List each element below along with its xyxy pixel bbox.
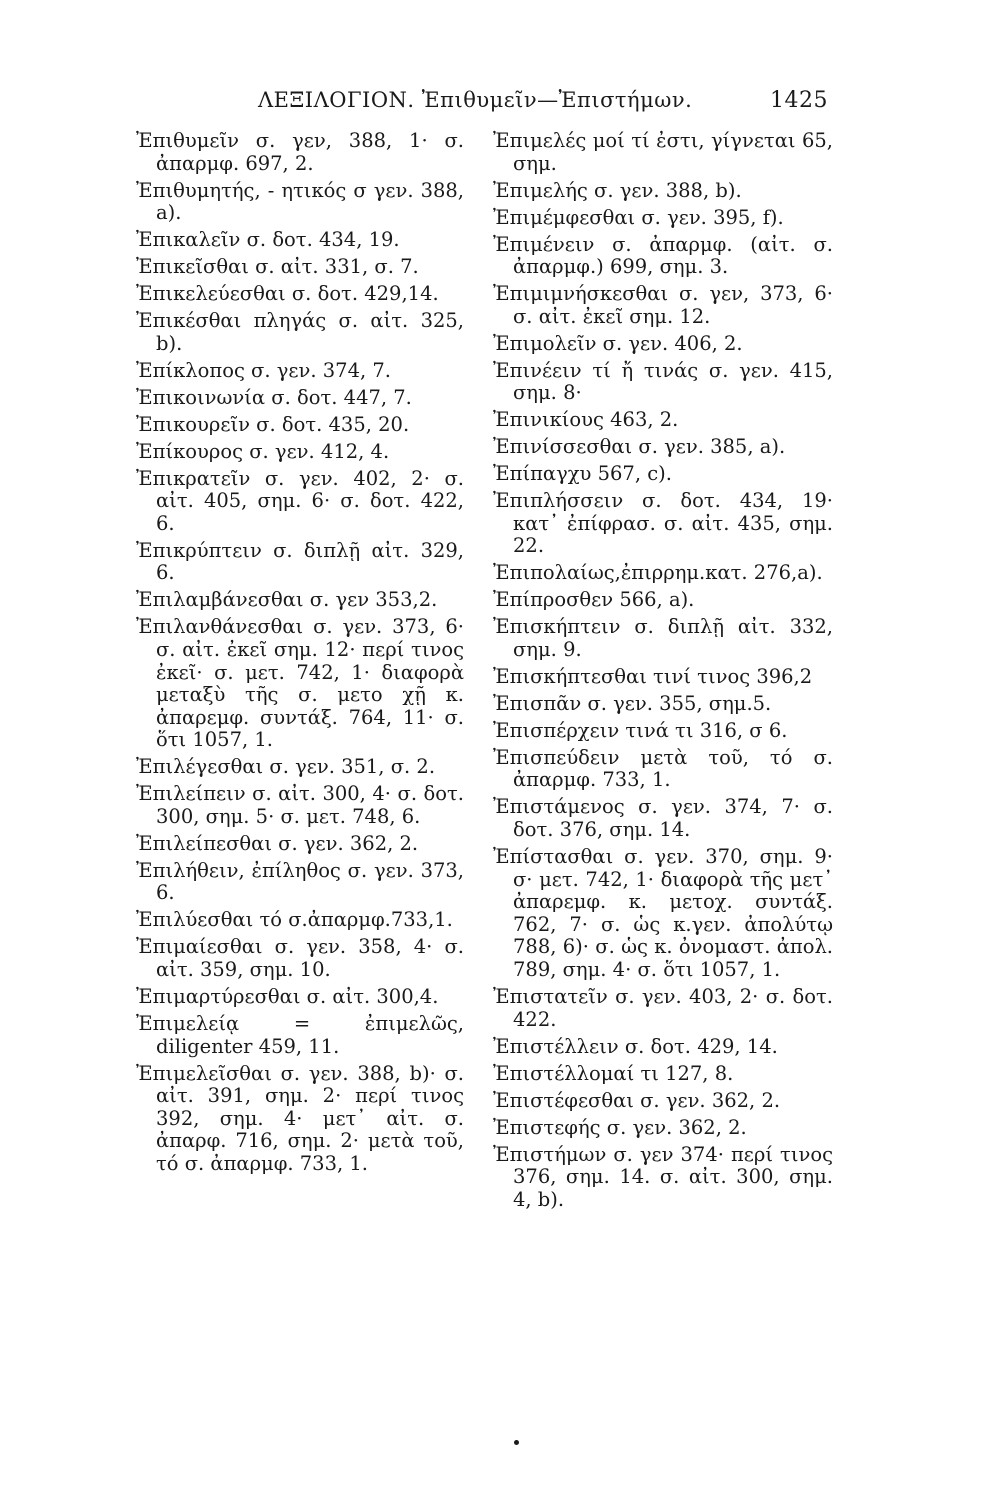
dictionary-entry: Ἐπιλείπειν σ. αἰτ. 300, 4· σ. δοτ. 300, σημ. 5· σ. μετ. 748, 6. [136,782,464,828]
running-header [258,88,828,122]
dictionary-entry: Ἐπιστάμενος σ. γεν. 374, 7· σ. δοτ. 376, σημ. 14. [493,795,833,842]
page-number: 1425 [770,88,828,113]
dictionary-entry: Ἐπίπροσθεν 566, a). [493,588,695,612]
dictionary-entry: Ἐπιμελείᾳ = ἐπιμελῶς, diligenter 459, 11. [136,1011,464,1058]
dictionary-entry: Ἐπιμολεῖν σ. γεν. 406, 2. [493,331,743,355]
dictionary-entry: Ἐπικεῖσθαι σ. αἰτ. 331, σ. 7. [136,255,419,279]
dictionary-entry: Ἐπινικίους 463, 2. [493,408,679,432]
dictionary-entry: Ἐπινέειν τί ἤ τινάς σ. γεν. 415, σημ. 8· [493,358,833,405]
header-title: ΛΕΞΙΛΟΓΙΟΝ. Ἐπιθυμεῖν—Ἐπιστήμων. [258,88,693,112]
dictionary-entry: Ἐπιστέλλειν σ. δοτ. 429, 14. [493,1034,778,1058]
footer-dot-mark [514,1440,519,1445]
dictionary-entry: Ἐπιλαμβάνεσθαι σ. γεν 353,2. [136,588,438,612]
left-column [136,130,464,1180]
right-column [493,130,833,1216]
dictionary-entry: Ἐπιμαρτύρεσθαι σ. αἰτ. 300,4. [136,985,439,1008]
dictionary-entry: Ἐπιλύεσθαι τό σ.ἀπαρμφ.733,1. [136,908,453,932]
dictionary-entry: Ἐπιστέλλομαί τι 127, 8. [493,1061,734,1085]
dictionary-entry: Ἐπικρύπτειν σ. διπλῇ αἰτ. 329, 6. [136,538,464,585]
dictionary-entry: Ἐπιστεφής σ. γεν. 362, 2. [493,1115,747,1139]
dictionary-entry: Ἐπικοινωνία σ. δοτ. 447, 7. [136,385,412,409]
dictionary-entry: Ἐπικρατεῖν σ. γεν. 402, 2· σ. αἰτ. 405, σημ. 6· σ. δοτ. 422, 6. [136,466,464,535]
dictionary-entry: Ἐπικουρεῖν σ. δοτ. 435, 20. [136,412,410,436]
dictionary-entry: Ἐπίκουρος σ. γεν. 412, 4. [136,439,390,463]
dictionary-entry: Ἐπιμελές μοί τί ἐστι, γίγνεται 65, σημ. [493,129,833,175]
dictionary-entry: Ἐπιμιμνήσκεσθαι σ. γεν, 373, 6· σ. αἰτ. ἐκεῖ σημ. 12. [493,282,833,328]
dictionary-entry: Ἐπιστατεῖν σ. γεν. 403, 2· σ. δοτ. 422. [493,985,833,1031]
dictionary-entry: Ἐπίστασθαι σ. γεν. 370, σημ. 9· σ· μετ. 742, 1· διαφορὰ τῆς μετ᾽ ἀπαρεμφ. κ. μετοχ. συντάξ. 762, 7· σ. ὡς κ.γεν. ἀπολύτῳ 788, 6)· σ. ὡς κ. ὀνομαστ. ἀπολ. 789, σημ. 4· σ. ὅτι 1057, 1. [493,845,833,982]
dictionary-entry: Ἐπιθυμητής, - ητικός σ γεν. 388, a). [136,178,464,225]
dictionary-entry: Ἐπισπᾶν σ. γεν. 355, σημ.5. [493,691,772,715]
dictionary-entry: Ἐπίκλοπος σ. γεν. 374, 7. [136,358,391,382]
dictionary-entry: Ἐπιλανθάνεσθαι σ. γεν. 373, 6· σ. αἰτ. ἐκεῖ σημ. 12· περί τινος ἐκεῖ· σ. μετ. 742, 1· διαφορὰ μεταξὺ τῆς σ. μετο χῇ κ. ἀπαρεμφ. συντάξ. 764, 11· σ. ὅτι 1057, 1. [136,615,464,752]
dictionary-entry: Ἐπιλείπεσθαι σ. γεν. 362, 2. [136,831,419,855]
dictionary-entry: Ἐπιμαίεσθαι σ. γεν. 358, 4· σ. αἰτ. 359, σημ. 10. [136,935,464,982]
dictionary-entry: Ἐπισκήπτεσθαι τινί τινος 396,2 [493,664,813,688]
dictionary-entry: Ἐπισκήπτειν σ. διπλῇ αἰτ. 332, σημ. 9. [493,615,833,661]
dictionary-entry: Ἐπίπαγχυ 567, c). [493,462,672,486]
dictionary-entry: Ἐπισπεύδειν μετὰ τοῦ, τό σ. ἀπαρμφ. 733, 1. [493,745,833,792]
dictionary-entry: Ἐπικέσθαι πληγάς σ. αἰτ. 325, b). [136,309,464,355]
dictionary-entry: Ἐπιμέμφεσθαι σ. γεν. 395, f). [493,205,784,229]
dictionary-entry: Ἐπικαλεῖν σ. δοτ. 434, 19. [136,228,400,252]
dictionary-entry: Ἐπινίσσεσθαι σ. γεν. 385, a). [493,435,786,459]
dictionary-entry: Ἐπιμένειν σ. ἀπαρμφ. (αἰτ. σ. ἀπαρμφ.) 699, σημ. 3. [493,232,833,279]
dictionary-entry: Ἐπικελεύεσθαι σ. δοτ. 429,14. [136,282,439,306]
dictionary-entry: Ἐπιθυμεῖν σ. γεν, 388, 1· σ. ἀπαρμφ. 697, 2. [136,129,464,175]
dictionary-entry: Ἐπιπλήσσειν σ. δοτ. 434, 19· κατ᾽ ἐπίφρασ. σ. αἰτ. 435, σημ. 22. [493,489,833,558]
dictionary-entry: Ἐπιμελής σ. γεν. 388, b). [493,178,742,202]
dictionary-entry: Ἐπιλέγεσθαι σ. γεν. 351, σ. 2. [136,755,436,779]
dictionary-entry: Ἐπιστήμων σ. γεν 374· περί τινος 376, σημ. 14. σ. αἰτ. 300, σημ. 4, b). [493,1142,833,1211]
dictionary-entry: Ἐπιστέφεσθαι σ. γεν. 362, 2. [493,1088,781,1112]
dictionary-entry: Ἐπιπολαίως,ἐπιρρημ.κατ. 276,a). [493,561,823,585]
dictionary-entry: Ἐπισπέρχειν τινά τι 316, σ 6. [493,718,788,742]
dictionary-entry: Ἐπιμελεῖσθαι σ. γεν. 388, b)· σ. αἰτ. 391, σημ. 2· περί τινος 392, σημ. 4· μετ᾽ αἰτ. σ. ἀπαρφ. 716, σημ. 2· μετὰ τοῦ, τό σ. ἀπαρμφ. 733, 1. [136,1061,464,1175]
dictionary-entry: Ἐπιλήθειν, ἐπίληθος σ. γεν. 373, 6. [136,858,464,905]
